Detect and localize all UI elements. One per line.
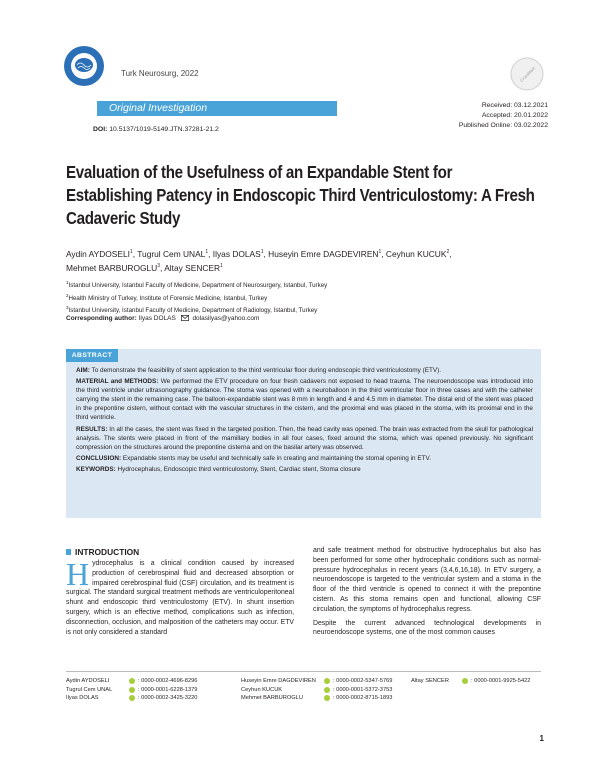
crossmark-icon[interactable] <box>510 57 544 91</box>
abstract-tag: ABSTRACT <box>66 349 118 362</box>
orcid-row <box>66 686 546 695</box>
corresponding-label: Corresponding author: <box>66 315 137 322</box>
orcid-id[interactable]: : 0000-0001-6228-1379 <box>138 686 198 693</box>
journal-logo <box>63 45 105 87</box>
abstract-aim: AIM: To demonstrate the feasibility of stent application to the third ventricular floor during endoscopic third ventriculostomy (ETV). <box>76 367 442 374</box>
doi-label: DOI: <box>93 126 108 133</box>
orcid-entry: Ceyhun KUCUK : 0000-0001-5372-3753 <box>241 686 393 693</box>
orcid-icon <box>324 687 330 693</box>
svg-text:CrossMark: CrossMark <box>518 65 536 83</box>
author-name: Altay SENCER <box>164 263 221 274</box>
orcid-entry: Ilyas DOLAS : 0000-0002-3425-3220 <box>66 695 198 701</box>
introduction-column-right <box>313 546 541 642</box>
abstract-conclusion: CONCLUSION: Expandable stents may be useful and technically safe in creating and maintaining the stomal opening in ETV. <box>76 454 432 462</box>
orcid-id[interactable]: : 0000-0002-3425-3220 <box>138 695 198 701</box>
orcid-entry: Mehmet BARBUROGLU : 0000-0002-8715-1893 <box>241 695 393 701</box>
published-date: Published Online: 03.02.2022 <box>458 121 548 129</box>
orcid-list <box>66 677 546 703</box>
abstract-keywords: KEYWORDS: Hydrocephalus, Endoscopic third ventriculostomy, Stent, Cardiac stent, Stoma closure <box>76 465 361 473</box>
introduction-column-left: Hydrocephalus is a clinical condition caused by increased production of cerebrospinal fluid and decreased absorption or impaired cerebrospinal fluid (CSF) circulation, and its treatment is surgical. The standard surgical treatment methods are ventriculoperitoneal shunt and endoscopic third ventriculostomy (ETV). In shunt insertion surgery, which is an effective method, complications such as infection, disconnection, occlusion, and malposition of the catheters may occur. ETV is not only considered a standard <box>66 556 294 636</box>
orcid-entry: Altay SENCER : 0000-0001-9925-5422 <box>411 678 531 684</box>
orcid-entry: Aydin AYDOSELI : 0000-0002-4696-8296 <box>66 678 198 684</box>
abstract-results: RESULTS: In all the cases, the stent was fixed in the targeted position. Then, the head cavity was opened. The brain was extracted from the skull for pathological analysis. The stents were placed in front of the mamillary bodies in all four cases, fixed around the stoma, which was opened previously. No significant compression on the structures around the prepontine cisterna and on the basilar artery was observed. <box>76 425 533 451</box>
orcid-entry: Huseyin Emre DAGDEVIREN : 0000-0002-5347-5769 <box>241 678 393 684</box>
abstract-header-bar <box>66 349 541 362</box>
article-type-banner: Original Investigation <box>97 101 337 116</box>
author-name: Aydin AYDOSELI <box>66 248 130 259</box>
accepted-date: Accepted: 20.01.2022 <box>481 111 548 119</box>
paragraph: and safe treatment method for obstructive hydrocephalus but also has been performed for some other hydrocephalic conditions such as normal-pressure hydrocephalus in recent years (3,4,6,16,18). In ETV surgery, a neuroendoscope is targeted to the ventricular system and a stoma in the floor of the third ventricle is opened to connect it with the prepontine cistern. As this stoma remains open and functional, allowing CSF circulation, the symptoms of hydrocephalus regress. <box>313 547 541 613</box>
author-name: Mehmet BARBUROGLU <box>66 263 158 274</box>
author-name: Ilyas DOLAS <box>212 248 261 259</box>
author-name: Huseyin Emre DAGDEVIREN <box>268 248 379 259</box>
heading-marker-icon <box>66 549 71 555</box>
paragraph: Despite the current advanced technological developments in neuroendoscope systems, one of the most common causes <box>313 619 541 637</box>
affiliation-item: $^2$Health Ministry of Turkey, Institute of Forensic Medicine, Istanbul, Turkey <box>66 292 268 302</box>
article-dates <box>459 101 548 130</box>
page-number: 1 <box>539 734 544 743</box>
orcid-row <box>66 694 546 703</box>
orcid-icon <box>462 678 468 684</box>
doi-link[interactable]: 10.5137/1019-5149.JTN.37281-21.2 <box>109 126 219 133</box>
affiliation-item: $^3$Istanbul University, Istanbul Faculty of Medicine, Department of Radiology, Istanbul, Turkey <box>66 305 318 315</box>
orcid-icon <box>324 695 330 701</box>
drop-cap: H <box>66 556 90 592</box>
orcid-id[interactable]: : 0000-0002-8715-1893 <box>333 695 393 701</box>
envelope-icon <box>181 315 189 321</box>
corresponding-email[interactable]: dolasilyas@yahoo.com <box>192 315 260 322</box>
corresponding-name: Ilyas DOLAS <box>138 315 176 322</box>
article-title: Evaluation of the Usefulness of an Expandable Stent for Establishing Patency in Endoscopic Third Ventriculostomy: A Fresh Cadaveric Study <box>66 162 535 228</box>
footer-divider <box>66 671 541 672</box>
author-name: Ceyhun KUCUK <box>385 248 447 259</box>
orcid-icon <box>129 695 135 701</box>
author-list: Aydin AYDOSELI$^1$, Tugrul Cem UNAL$^1$, Ilyas DOLAS$^1$, Huseyin Emre DAGDEVIREN$^1$, Ceyhun KUCUK$^2$, Mehmet BARBUROGLU$^3$, Altay SENCER$^1$ <box>66 248 452 274</box>
orcid-id[interactable]: : 0000-0002-4696-8296 <box>138 678 198 684</box>
orcid-id[interactable]: : 0000-0002-5347-5769 <box>333 678 393 684</box>
corresponding-author <box>66 315 259 322</box>
orcid-entry: Tugrul Cem UNAL : 0000-0001-6228-1379 <box>66 686 198 693</box>
affiliations <box>66 278 327 316</box>
author-name: Tugrul Cem UNAL <box>137 248 206 259</box>
journal-citation: Turk Neurosurg, 2022 <box>121 69 199 78</box>
introduction-heading: INTRODUCTION <box>66 547 139 557</box>
orcid-row <box>66 677 546 686</box>
received-date: Received: 03.12.2021 <box>481 102 548 109</box>
orcid-id[interactable]: : 0000-0001-9925-5422 <box>471 678 531 684</box>
orcid-icon <box>324 678 330 684</box>
abstract-methods: MATERIAL and METHODS: We performed the ETV procedure on four fresh cadavers not exposed to head trauma. The neuroendoscope was introduced into the third ventricle under ultrasonography guidance. The stoma was opened with a neuroballoon in the third ventricular floor in three cases and with the catheter carrying the stent in the remaining case. The balloon-expandable stent was 8 mm in length and 4 and 4.5 mm in diameter. The distal end of the stent was placed in the prepontine cistern, without contact with the vascular structures in the cistern, and the proximal end was placed in the stoma, with its proximal end in the third ventricle. <box>76 378 533 422</box>
doi <box>93 126 219 133</box>
affiliation-item: $^1$Istanbul University, Istanbul Faculty of Medicine, Department of Neurosurgery, Istanbul, Turkey <box>66 280 328 290</box>
orcid-icon <box>129 678 135 684</box>
orcid-icon <box>129 687 135 693</box>
orcid-id[interactable]: : 0000-0001-5372-3753 <box>333 686 393 693</box>
abstract-box <box>66 362 541 518</box>
